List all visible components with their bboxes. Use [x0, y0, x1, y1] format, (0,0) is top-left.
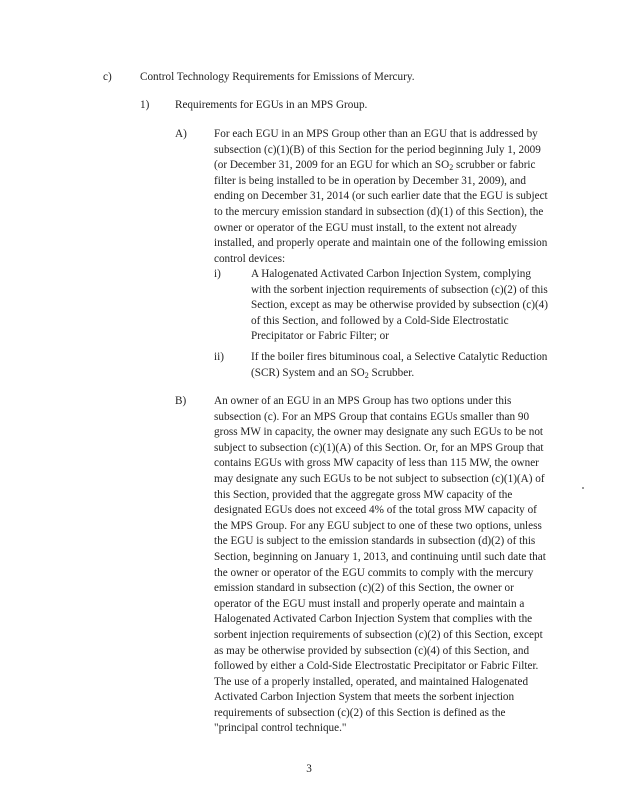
para-a-marker: A)	[175, 128, 187, 140]
para-a-line: subsection (c)(1)(B) of this Section for the period beginning July 1, 2009	[214, 143, 541, 156]
para-b-marker: B)	[175, 395, 187, 407]
para-a-line: owner or operator of the EGU must install, to the extent not already	[214, 221, 517, 234]
item-i-text	[251, 267, 581, 345]
scan-speck	[582, 487, 584, 489]
para-a-text	[214, 127, 586, 267]
section-1-marker: 1)	[140, 99, 150, 111]
para-b-line: Halogenated Activated Carbon Injection System that complies with the	[214, 613, 533, 626]
item-i-line: Precipitator or Fabric Filter; or	[251, 330, 389, 343]
para-b-text	[214, 394, 586, 737]
section-c-marker: c)	[103, 71, 112, 83]
para-b-line: emission standard in subsection (c)(2) of this Section, the owner or	[214, 582, 514, 595]
page-number: 3	[306, 763, 312, 775]
para-b-line: requirements of subsection (c)(2) of this Section is defined as the	[214, 706, 506, 719]
item-ii-line: If the boiler fires bituminous coal, a Selective Catalytic Reduction	[251, 351, 548, 363]
para-b-line: An owner of an EGU in an MPS Group has two options under this	[214, 395, 512, 407]
para-b-line: the owner or operator of the EGU commits to comply with the mercury	[214, 566, 534, 579]
para-b-line: The use of a properly installed, operated, and maintained Halogenated	[214, 675, 529, 688]
para-a-line: ending on December 31, 2014 (or such earlier date that the EGU is subject	[214, 190, 548, 203]
para-a-line: to the mercury emission standard in subsection (d)(1) of this Section), the	[214, 205, 544, 218]
para-b-line: sorbent injection requirements of subsection (c)(2) of this Section, except	[214, 628, 543, 641]
para-b-line: Section, beginning on January 1, 2013, and continuing until such date that	[214, 550, 546, 563]
para-a-line: For each EGU in an MPS Group other than an EGU that is addressed by	[214, 128, 538, 140]
para-b-line: the MPS Group. For any EGU subject to one of these two options, unless	[214, 519, 542, 532]
para-b-line: gross MW in capacity, the owner may designate any such EGUs to be not	[214, 426, 544, 439]
para-b-line: subsection (c). For an MPS Group that contains EGUs smaller than 90	[214, 410, 530, 423]
para-b-line: "principal control technique."	[214, 722, 347, 735]
para-a-line: filter is being installed to be in operation by December 31, 2009), and	[214, 174, 526, 187]
item-i-line: A Halogenated Activated Carbon Injection System, complying	[251, 268, 531, 280]
item-i-line: Section, except as may be otherwise provided by subsection (c)(4)	[251, 299, 548, 312]
item-i-line: with the sorbent injection requirements of subsection (c)(2) of this	[251, 283, 548, 296]
item-ii-text	[251, 350, 581, 381]
item-ii-line: (SCR) System and an $SO_2$ Scrubber.	[251, 366, 415, 380]
item-i-marker: i)	[214, 268, 221, 280]
para-a-line: control devices:	[214, 252, 286, 265]
item-i-line: of this Section, and followed by a Cold-Side Electrostatic	[251, 314, 509, 327]
item-ii-marker: ii)	[214, 351, 224, 363]
para-b-line: may designate any such EGUs to be not subject to subsection (c)(1)(A) of	[214, 472, 545, 485]
para-b-line: this Section, provided that the aggregate gross MW capacity of the	[214, 488, 513, 501]
para-b-line: subject to subsection (c)(1)(A) of this Section. Or, for an MPS Group that	[214, 441, 544, 454]
section-1-heading: Requirements for EGUs in an MPS Group.	[175, 99, 368, 111]
para-a-line: installed, and properly operate and maintain one of the following emission	[214, 237, 548, 250]
para-b-line: followed by either a Cold-Side Electrostatic Precipitator or Fabric Filter.	[214, 660, 539, 673]
para-b-line: as may be otherwise provided by subsection (c)(4) of this Section, and	[214, 644, 530, 657]
para-b-line: contains EGUs with gross MW capacity of less than 115 MW, the owner	[214, 457, 539, 470]
para-b-line: designated EGUs does not exceed 4% of the total gross MW capacity of	[214, 504, 537, 517]
para-b-line: operator of the EGU must install and properly operate and maintain a	[214, 597, 525, 610]
para-b-line: the EGU is subject to the emission standards in subsection (d)(2) of this	[214, 535, 536, 548]
section-c-heading: Control Technology Requirements for Emissions of Mercury.	[140, 71, 415, 83]
para-a-line: (or December 31, 2009 for an EGU for which an $SO_2$ scrubber or fabric	[214, 159, 536, 173]
para-b-line: Activated Carbon Injection System that meets the sorbent injection	[214, 691, 515, 704]
